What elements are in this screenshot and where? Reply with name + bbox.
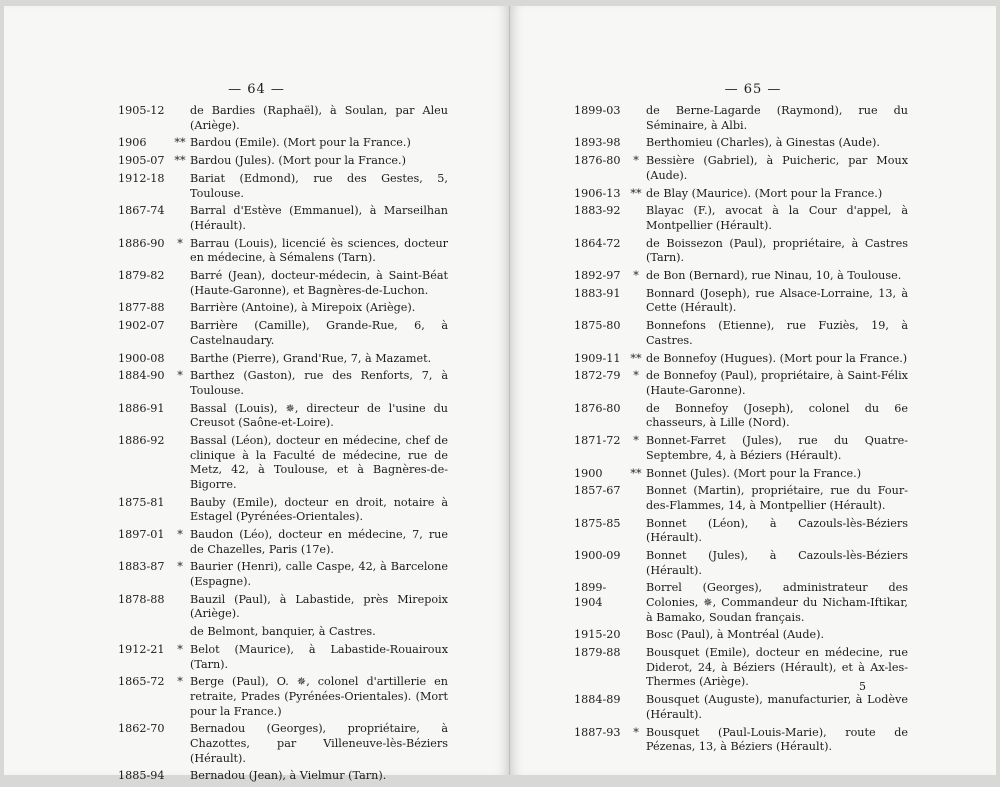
entry-mark (170, 204, 190, 233)
entry-years: 1876-80 (574, 154, 621, 168)
entry-years: 1897-01 (118, 528, 165, 542)
entry-years (118, 625, 170, 640)
entry-years: 1899-03 (574, 104, 621, 117)
list-item (574, 517, 908, 546)
entry-text: Barrière (Antoine), à Mirepoix (Ariège). (190, 301, 416, 315)
entry-mark: * (177, 369, 183, 383)
list-item (574, 628, 908, 643)
entry-mark: ** (174, 154, 186, 168)
list-item (574, 581, 908, 625)
entry-mark (626, 104, 646, 133)
list-item (574, 369, 908, 398)
entry-mark (170, 434, 190, 492)
list-item (118, 675, 448, 719)
entry-years: 1902-07 (118, 319, 165, 333)
entry-years: 1912-21 (118, 642, 165, 656)
entry-mark (626, 204, 646, 233)
entry-mark: * (177, 236, 183, 250)
entry-years: 1915-20 (574, 628, 621, 642)
entry-mark: ** (630, 186, 642, 200)
entry-list (118, 104, 448, 787)
entry-years: 1875-81 (118, 495, 165, 509)
entry-years: 1879-88 (574, 646, 621, 660)
list-item (118, 154, 448, 169)
entry-years: 1872-79 (574, 369, 621, 383)
entry-mark (626, 646, 646, 690)
entry-years: 1906 (118, 136, 147, 150)
entry-mark (626, 628, 646, 643)
entry-text: Baudon (Léo), docteur en médecine, 7, rue de Chazelles, Paris (17e). (190, 528, 448, 556)
entry-mark (626, 581, 646, 625)
entry-text: Belot (Maurice), à Labastide-Rouairoux (Tarn). (190, 642, 448, 671)
entry-mark: * (633, 369, 639, 383)
list-item (118, 560, 448, 589)
entry-mark: ** (630, 351, 642, 365)
list-item (574, 287, 908, 316)
list-item (118, 402, 448, 431)
entry-text: Bonnet-Farret (Jules), rue du Quatre-Septembre, 4, à Béziers (Hérault). (646, 434, 908, 462)
entry-text: Bassal (Léon), docteur en médecine, chef de clinique à la Faculté de médecine, rue de Metz, 42, à Toulouse, et à Bagnères-de-Bigorre. (190, 434, 448, 491)
entry-text: de Berne-Lagarde (Raymond), rue du Séminaire, à Albi. (646, 104, 908, 132)
entry-mark (170, 352, 190, 367)
entry-years: 1900-09 (574, 549, 621, 563)
list-item (574, 726, 908, 755)
entry-mark: * (177, 528, 183, 542)
entry-mark: * (633, 434, 639, 448)
signature-number: 5 (859, 680, 866, 693)
entry-years: 1893-98 (574, 136, 621, 150)
entry-mark (170, 104, 190, 133)
entry-text: Barrière (Camille), Grande-Rue, 6, à Castelnaudary. (190, 319, 448, 347)
entry-text: Bonnet (Jules). (Mort pour la France.) (646, 466, 862, 480)
list-item (574, 352, 908, 367)
list-item (574, 693, 908, 722)
entry-years: 1900 (574, 466, 603, 480)
list-item (574, 104, 908, 133)
entry-text: Bariat (Edmond), rue des Gestes, 5, Toulouse. (190, 171, 448, 200)
list-item (574, 269, 908, 284)
entry-mark (626, 549, 646, 578)
list-item (118, 104, 448, 133)
entry-years: 1905-12 (118, 104, 165, 117)
entry-mark (626, 693, 646, 722)
entry-text: Bosc (Paul), à Montréal (Aude). (646, 628, 825, 642)
entry-text: Bassal (Louis), ✵, directeur de l'usine du Creusot (Saône-et-Loire). (190, 401, 448, 430)
list-item (574, 467, 908, 482)
list-item (118, 136, 448, 151)
list-item (118, 237, 448, 266)
entry-years: 1865-72 (118, 675, 165, 689)
entry-years: 1875-80 (574, 319, 621, 333)
list-item (118, 172, 448, 201)
entry-text: de Belmont, banquier, à Castres. (190, 625, 376, 639)
entry-text: Blayac (F.), avocat à la Cour d'appel, à Montpellier (Hérault). (646, 204, 908, 232)
list-item (574, 484, 908, 513)
entry-text: Bousquet (Auguste), manufacturier, à Lodève (Hérault). (646, 693, 908, 721)
list-item (118, 319, 448, 348)
entry-years: 1857-67 (574, 484, 621, 498)
entry-years: 1912-18 (118, 171, 165, 185)
entry-text: de Bon (Bernard), rue Ninau, 10, à Toulouse. (646, 269, 902, 283)
entry-mark (170, 402, 190, 431)
entry-years: 1875-85 (574, 516, 621, 530)
entry-years: 1864-72 (574, 236, 621, 250)
entry-text: Barthez (Gaston), rue des Renforts, 7, à Toulouse. (190, 369, 448, 397)
entry-years: 1909-11 (574, 351, 621, 365)
entry-text: Bauzil (Paul), à Labastide, près Mirepoix (Ariège). (190, 592, 448, 621)
entry-text: Borrel (Georges), administrateur des Colonies, ✵, Commandeur du Nicham-Iftikar, à Bamako, Soudan français. (646, 581, 908, 624)
entry-mark (626, 287, 646, 316)
list-item (574, 402, 908, 431)
list-item (118, 528, 448, 557)
entry-text: Bonnet (Léon), à Cazouls-lès-Béziers (Hérault). (646, 516, 908, 545)
entry-years: 1883-87 (118, 560, 165, 574)
entry-years: 1885-94 (118, 769, 165, 783)
entry-mark: ** (630, 466, 642, 480)
entry-mark (626, 484, 646, 513)
right-page (510, 6, 996, 775)
entry-years: 1899-1904 (574, 581, 607, 609)
entry-mark (170, 319, 190, 348)
entry-text: Bardou (Emile). (Mort pour la France.) (190, 136, 411, 150)
entry-text: Bernadou (Georges), propriétaire, à Chazottes, par Villeneuve-lès-Béziers (Hérault). (190, 722, 448, 765)
entry-mark: * (177, 642, 183, 656)
entry-text: de Blay (Maurice). (Mort pour la France.) (646, 186, 883, 200)
entry-mark (170, 722, 190, 766)
entry-years: 1884-89 (574, 693, 621, 707)
list-item (574, 136, 908, 151)
list-item (118, 352, 448, 367)
entry-mark: * (633, 725, 639, 739)
entry-text: de Boissezon (Paul), propriétaire, à Castres (Tarn). (646, 236, 908, 265)
entry-text: Barthe (Pierre), Grand'Rue, 7, à Mazamet. (190, 351, 432, 365)
entry-text: Bonnefons (Etienne), rue Fuziès, 19, à Castres. (646, 319, 908, 347)
entry-text: Bonnet (Jules), à Cazouls-lès-Béziers (Hérault). (646, 549, 908, 577)
entry-years: 1871-72 (574, 434, 621, 448)
list-item (574, 646, 908, 690)
list-item (574, 237, 908, 266)
entry-text: de Bardies (Raphaël), à Soulan, par Aleu (Ariège). (190, 104, 448, 132)
book-spread (4, 6, 996, 783)
entry-text: Berthomieu (Charles), à Ginestas (Aude). (646, 136, 880, 150)
list-item (574, 187, 908, 202)
entry-years: 1879-82 (118, 269, 165, 283)
entry-mark: * (633, 154, 639, 168)
list-item (118, 769, 448, 784)
list-item (118, 625, 448, 640)
entry-mark (626, 402, 646, 431)
entry-text: Bauby (Emile), docteur en droit, notaire à Estagel (Pyrénées-Orientales). (190, 495, 448, 524)
entry-years: 1867-74 (118, 204, 165, 218)
list-item (118, 722, 448, 766)
list-item (118, 301, 448, 316)
list-item (574, 434, 908, 463)
page-number: — 64 — (228, 82, 285, 97)
entry-text: Bernadou (Jean), à Vielmur (Tarn). (190, 769, 387, 783)
left-page (4, 6, 510, 783)
entry-years: 1900-08 (118, 351, 165, 365)
entry-text: Barrau (Louis), licencié ès sciences, docteur en médecine, à Sémalens (Tarn). (190, 236, 448, 265)
entry-text: Bessière (Gabriel), à Puicheric, par Moux (Aude). (646, 154, 908, 182)
entry-years: 1905-07 (118, 154, 165, 168)
list-item (118, 369, 448, 398)
list-item (574, 319, 908, 348)
entry-text: Bousquet (Emile), docteur en médecine, rue Diderot, 24, à Béziers (Hérault), et à Ax-les-Thermes (Ariège). (646, 646, 908, 689)
entry-mark: * (177, 675, 183, 689)
entry-text: Bardou (Jules). (Mort pour la France.) (190, 154, 406, 168)
entry-years: 1892-97 (574, 269, 621, 283)
entry-text: Berge (Paul), O. ✵, colonel d'artillerie en retraite, Prades (Pyrénées-Orientales). (Mort pour la France.) (190, 675, 448, 718)
entry-text: de Bonnefoy (Paul), propriétaire, à Saint-Félix (Haute-Garonne). (646, 369, 908, 397)
entry-text: Bousquet (Paul-Louis-Marie), route de Pézenas, 13, à Béziers (Hérault). (646, 725, 908, 754)
entry-mark: * (177, 560, 183, 574)
entry-text: Barral d'Estève (Emmanuel), à Marseilhan (Hérault). (190, 204, 448, 232)
entry-mark (170, 625, 190, 640)
entry-text: Bonnard (Joseph), rue Alsace-Lorraine, 13, à Cette (Hérault). (646, 286, 908, 315)
entry-years: 1878-88 (118, 592, 165, 606)
entry-mark (626, 136, 646, 151)
entry-mark (170, 172, 190, 201)
entry-text: de Bonnefoy (Joseph), colonel du 6e chasseurs, à Lille (Nord). (646, 401, 908, 430)
entry-years: 1886-92 (118, 434, 165, 448)
list-item (118, 593, 448, 622)
entry-mark (626, 319, 646, 348)
entry-years: 1886-90 (118, 236, 165, 250)
list-item (118, 434, 448, 492)
list-item (574, 204, 908, 233)
entry-years: 1883-91 (574, 286, 621, 300)
entry-mark: * (633, 269, 639, 283)
entry-years: 1887-93 (574, 725, 621, 739)
entry-mark (170, 593, 190, 622)
entry-text: Bonnet (Martin), propriétaire, rue du Four-des-Flammes, 14, à Montpellier (Hérault). (646, 484, 908, 512)
entry-mark (170, 769, 190, 784)
entry-text: de Bonnefoy (Hugues). (Mort pour la France.) (646, 351, 908, 365)
list-item (574, 549, 908, 578)
entry-years: 1883-92 (574, 204, 621, 218)
entry-years: 1862-70 (118, 722, 165, 736)
list-item (118, 269, 448, 298)
entry-years: 1877-88 (118, 301, 165, 315)
entry-years: 1876-80 (574, 401, 621, 415)
list-item (118, 496, 448, 525)
entry-mark: ** (174, 136, 186, 150)
entry-mark (170, 269, 190, 298)
list-item (574, 154, 908, 183)
entry-mark (170, 301, 190, 316)
entry-text: Barré (Jean), docteur-médecin, à Saint-Béat (Haute-Garonne), et Bagnères-de-Luchon. (190, 269, 448, 297)
entry-years: 1886-91 (118, 401, 165, 415)
page-number: — 65 — (724, 82, 782, 97)
entry-years: 1884-90 (118, 369, 165, 383)
entry-text: Baurier (Henri), calle Caspe, 42, à Barcelone (Espagne). (190, 560, 448, 589)
entry-mark (170, 496, 190, 525)
list-item (118, 643, 448, 672)
entry-list (574, 104, 908, 758)
entry-mark (626, 237, 646, 266)
list-item (118, 204, 448, 233)
entry-years: 1906-13 (574, 186, 621, 200)
entry-mark (626, 517, 646, 546)
